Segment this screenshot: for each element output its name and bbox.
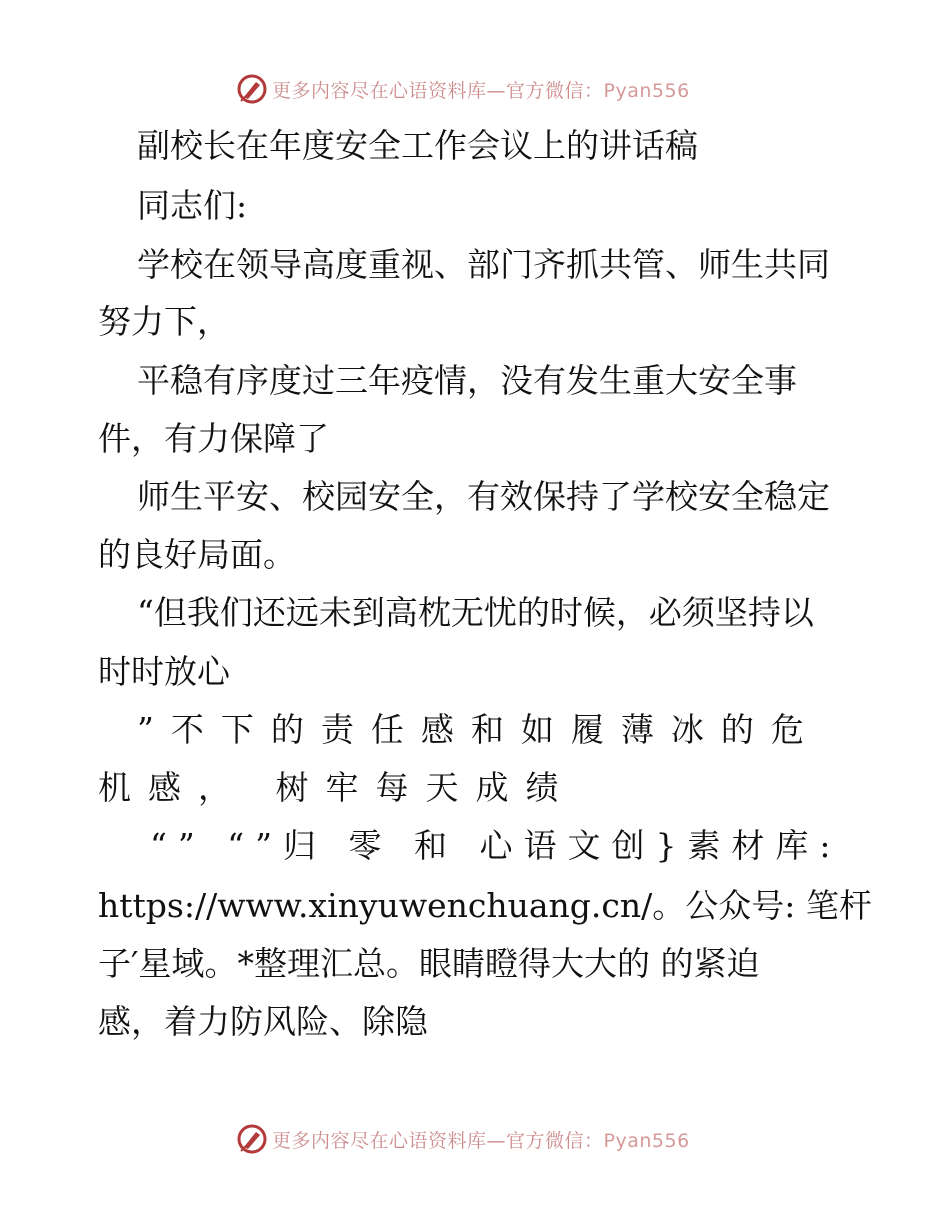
watermark-wechat: Pyan556 (603, 79, 690, 102)
text-line: ”不下的责任感和如履薄冰的危 (137, 710, 821, 749)
pen-logo-icon (236, 1123, 268, 1155)
text-line: 的良好局面。 (98, 535, 296, 574)
pen-logo-icon (236, 73, 268, 105)
text-line: 感，着力防风险、除隐 (98, 1002, 428, 1041)
text-line: 件，有力保障了 (98, 419, 329, 458)
text-line: 机感， 树牢每天成绩 (98, 768, 576, 807)
text-line: 学校在领导高度重视、部门齐抓共管、师生共同 (137, 245, 830, 284)
text-line: 时时放心 (98, 652, 230, 691)
text-line: 平稳有序度过三年疫情，没有发生重大安全事 (137, 361, 797, 400)
watermark-wechat: Pyan556 (603, 1129, 690, 1152)
text-line: 努力下， (98, 302, 230, 341)
text-line: “” “”归 零 和 心语文创}素材库: (150, 826, 842, 865)
watermark-text: 更多内容尽在心语资料库—官方微信：Pyan556 (272, 79, 690, 102)
text-line: https://www.xinyuwenchuang.cn/。公众号: 笔杆 (98, 886, 872, 925)
text-line: “但我们还远未到高枕无忧的时候，必须坚持以 (137, 593, 814, 632)
watermark-text: 更多内容尽在心语资料库—官方微信：Pyan556 (272, 1129, 690, 1152)
watermark-banner-bottom (236, 1122, 690, 1156)
watermark-banner-top (236, 72, 690, 106)
text-line: 同志们: (137, 186, 248, 225)
text-line: 子′星域。*整理汇总。眼睛瞪得大大的 的紧迫 (98, 944, 760, 983)
document-title: 副校长在年度安全工作会议上的讲话稿 (137, 126, 698, 165)
text-line: 师生平安、校园安全，有效保持了学校安全稳定 (137, 477, 830, 516)
